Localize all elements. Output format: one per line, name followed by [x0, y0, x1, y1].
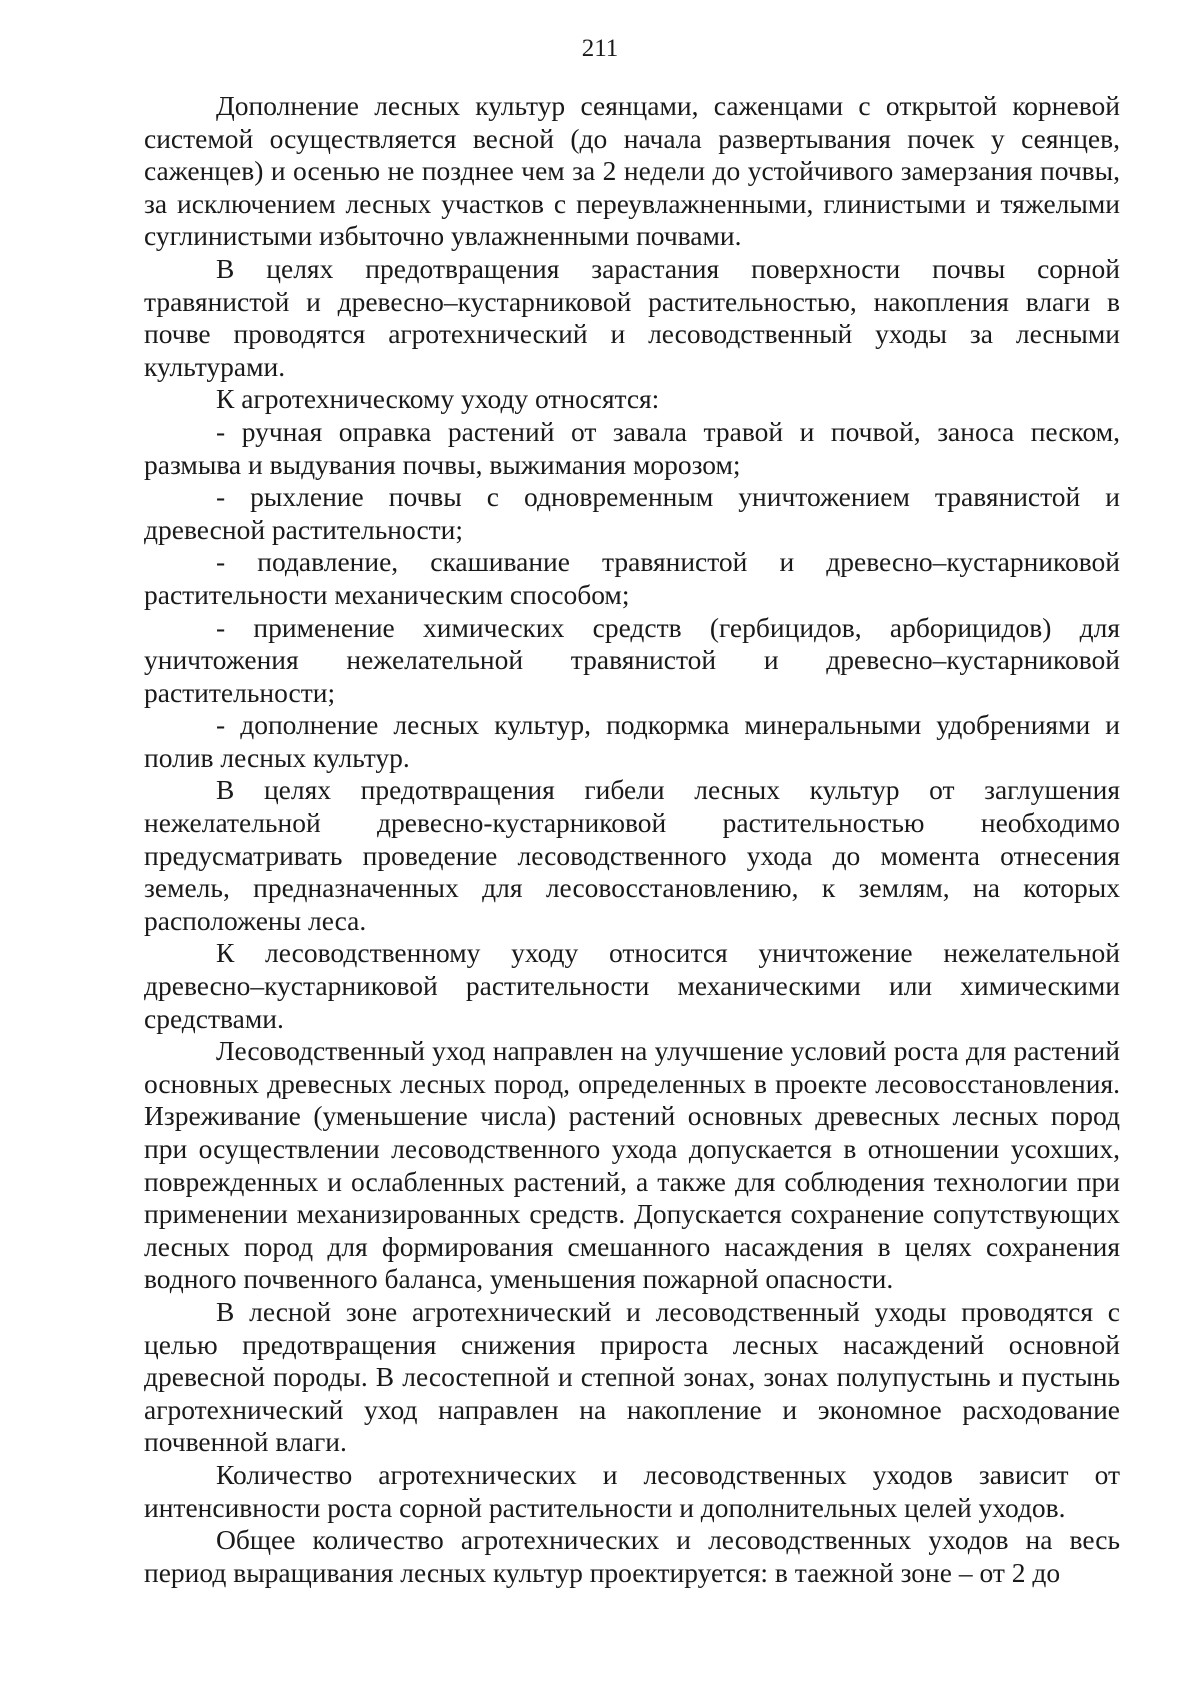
list-item: - рыхление почвы с одновременным уничтожением травянистой и древесной растительности;	[144, 481, 1120, 545]
paragraph: Количество агротехнических и лесоводственных уходов зависит от интенсивности роста сорной растительности и дополнительных целей уходов.	[144, 1458, 1120, 1523]
paragraph: К агротехническому уходу относятся:	[216, 383, 660, 415]
list-item: - ручная оправка растений от завала травой и почвой, заноса песком, размыва и выдувания почвы, выжимания морозом;	[144, 415, 1120, 480]
paragraph: В лесной зоне агротехнический и лесоводственный уходы проводятся с целью предотвращения снижения прироста лесных насаждений основной древесной породы. В лесостепной и степной зонах, зонах полупустынь и пустынь агротехнический уход направлен на накопление и экономное расходование почвенной влаги.	[144, 1295, 1120, 1458]
document-body	[144, 90, 1120, 1589]
paragraph: Общее количество агротехнических и лесоводственных уходов на весь период выращивания лесных культур проектируется: в таежной зоне – от 2 до	[144, 1524, 1120, 1588]
list-item: - дополнение лесных культур, подкормка минеральными удобрениями и полив лесных культур.	[144, 709, 1120, 773]
list-item: - применение химических средств (гербицидов, арборицидов) для уничтожения нежелательной травянистой и древесно–кустарниковой растительности;	[144, 611, 1120, 708]
paragraph: К лесоводственному уходу относится уничтожение нежелательной древесно–кустарниковой растительности механическими или химическими средствами.	[144, 937, 1120, 1034]
page-number: 211	[581, 35, 619, 62]
paragraph: В целях предотвращения зарастания поверхности почвы сорной травянистой и древесно–кустарниковой растительностью, накопления влаги в почве проводятся агротехнический и лесоводственный уходы за лесными культурами.	[144, 252, 1120, 382]
list-item: - подавление, скашивание травянистой и древесно–кустарниковой растительности механическим способом;	[144, 546, 1120, 610]
paragraph: Лесоводственный уход направлен на улучшение условий роста для растений основных древесных лесных пород, определенных в проекте лесовосстановления. Изреживание (уменьшение числа) растений основных древесных лесных пород при осуществлении лесоводственного ухода допускается в отношении усохших, поврежденных и ослабленных растений, а также для соблюдения технологии при применении механизированных средств. Допускается сохранение сопутствующих лесных пород для формирования смешанного насаждения в целях сохранения водного почвенного баланса, уменьшения пожарной опасности.	[144, 1035, 1120, 1295]
paragraph: В целях предотвращения гибели лесных культур от заглушения нежелательной древесно-кустарниковой растительностью необходимо предусматривать проведение лесоводственного ухода до момента отнесения земель, предназначенных для лесовосстановлению, к землям, на которых расположены леса.	[144, 774, 1120, 936]
paragraph: Дополнение лесных культур сеянцами, саженцами с открытой корневой системой осуществляется весной (до начала развертывания почек у сеянцев, саженцев) и осенью не позднее чем за 2 недели до устойчивого замерзания почвы, за исключением лесных участков с переувлажненными, глинистыми и тяжелыми суглинистыми избыточно увлажненными почвами.	[144, 90, 1120, 252]
